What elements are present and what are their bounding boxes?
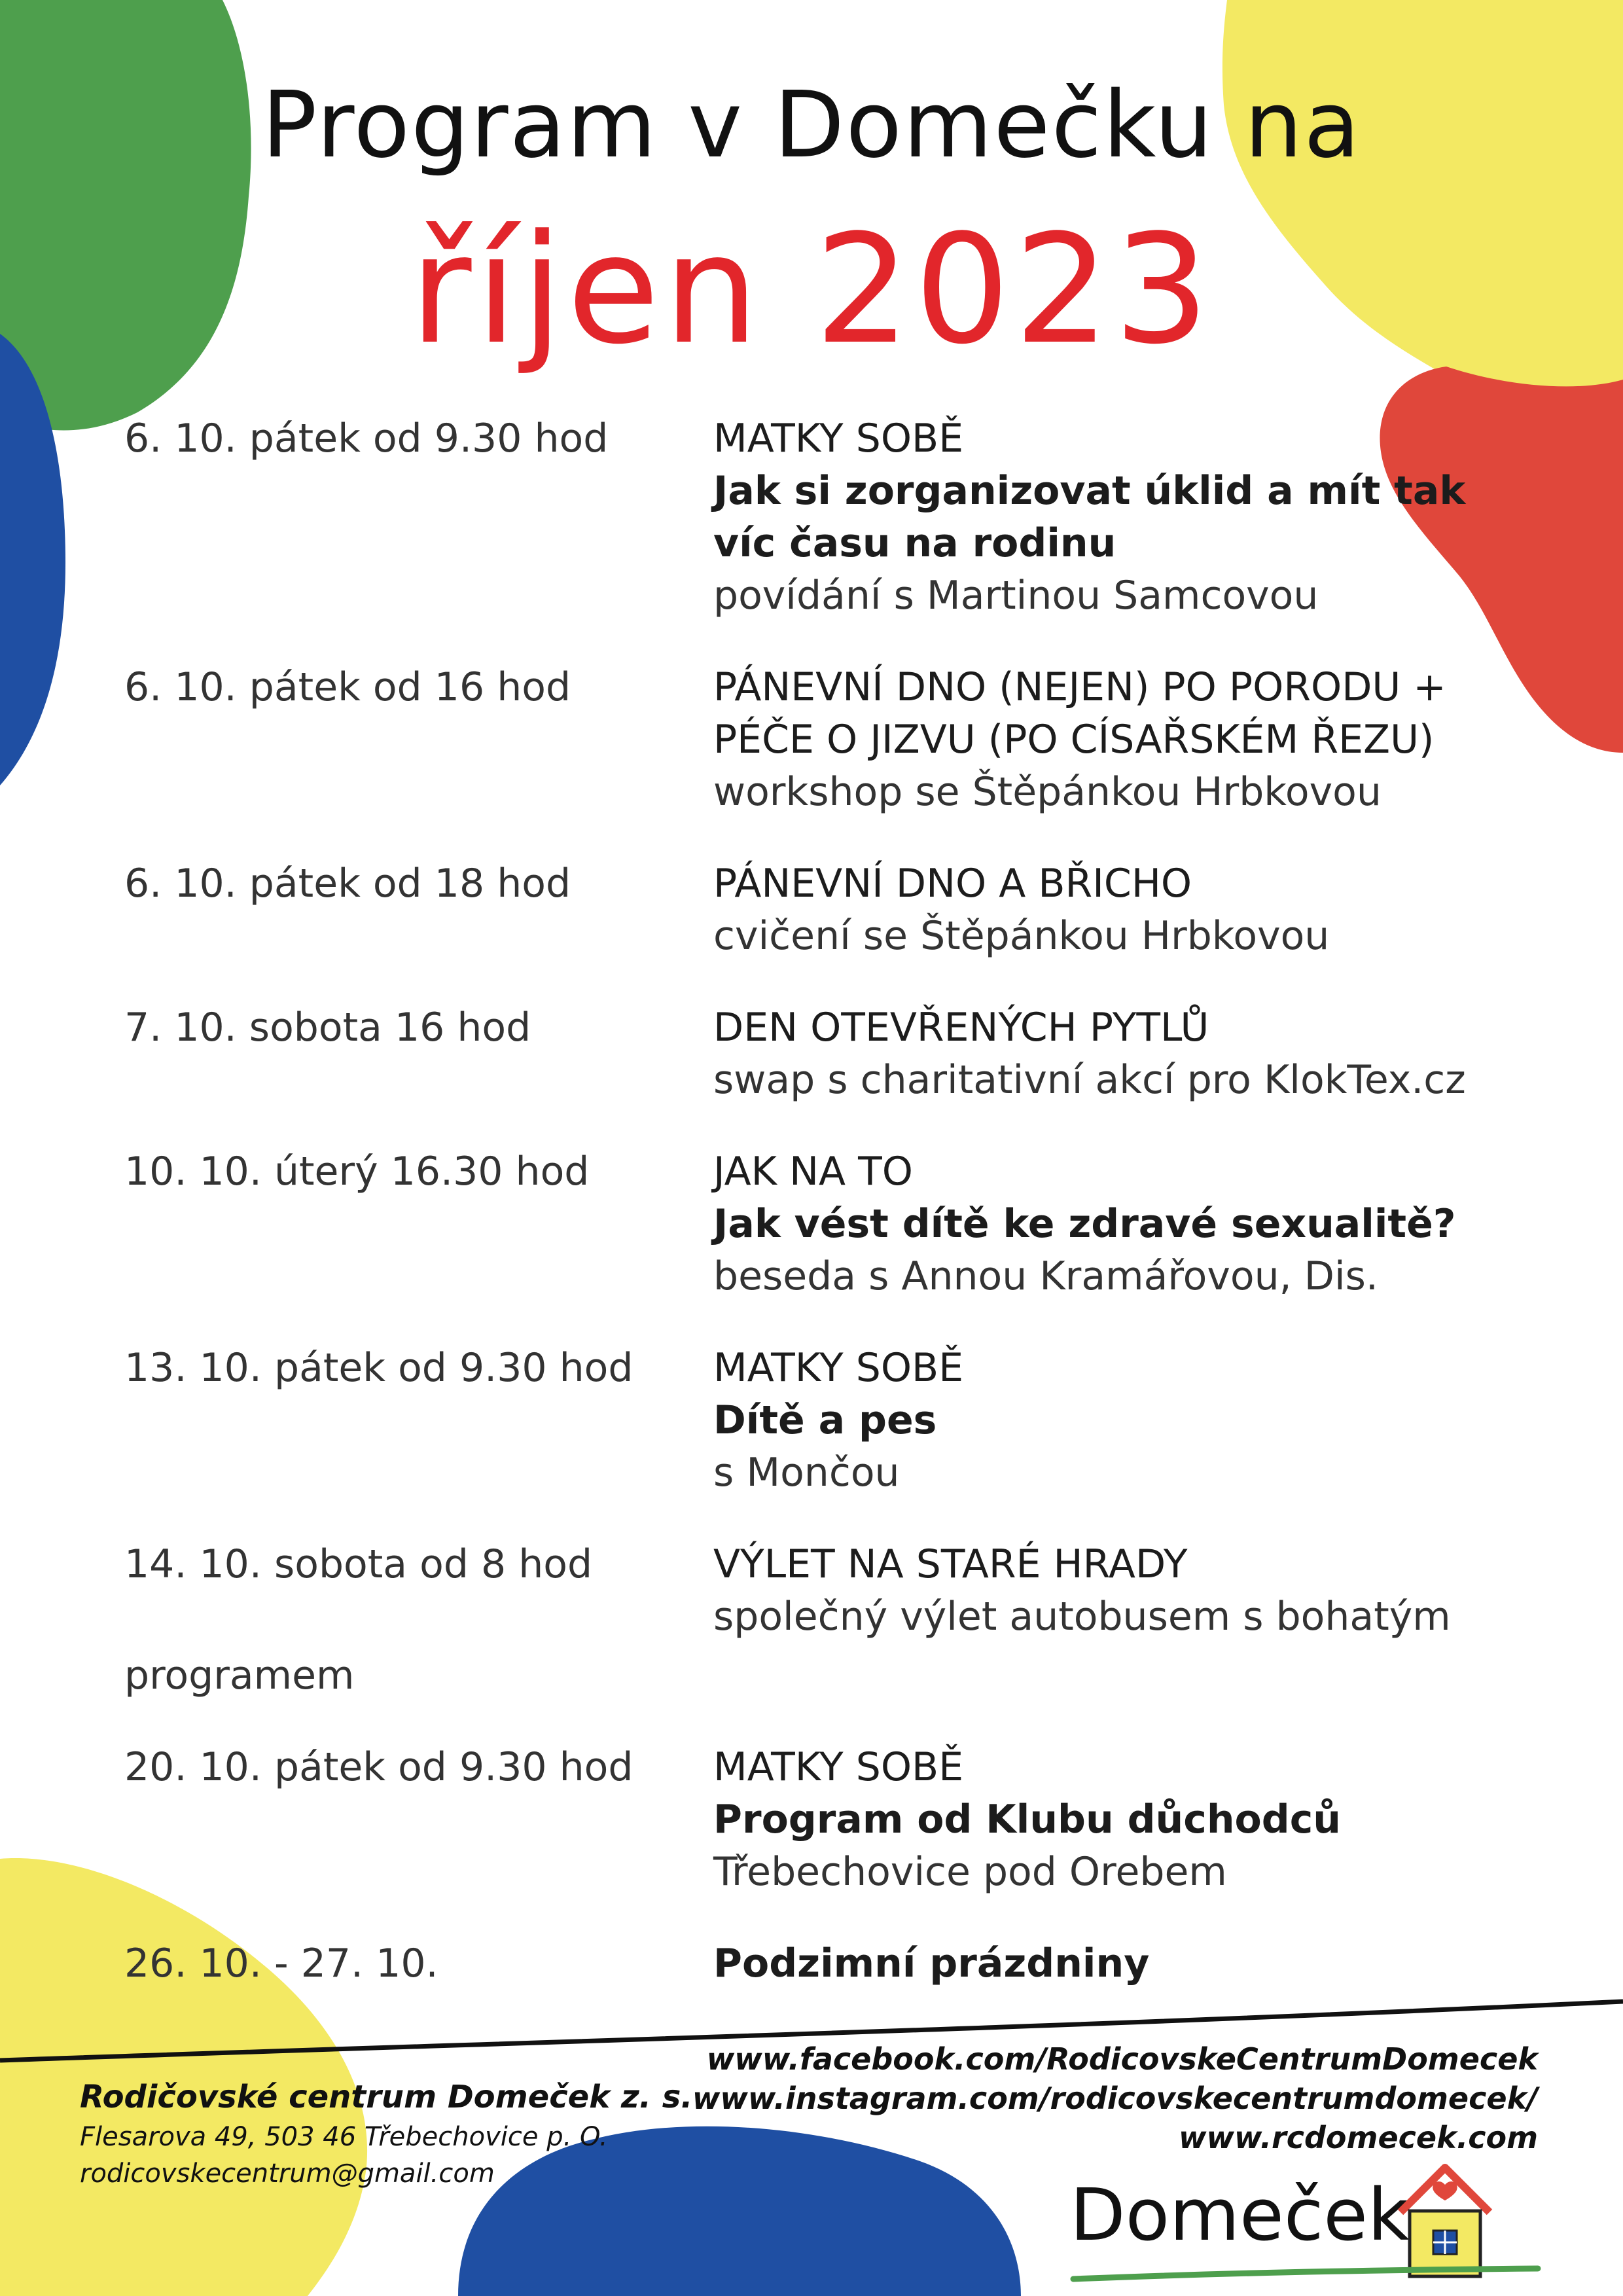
web-links [692,2039,1538,2157]
event-category: MATKY SOBĚ [713,1345,964,1391]
instagram-link[interactable]: www.instagram.com/rodicovskecentrumdomecek/ [692,2081,1538,2116]
event-details [713,661,1531,818]
event-details [713,1937,1531,1990]
event-row [124,857,1531,962]
event-details [713,1001,1531,1106]
event-title: Program od Klubu důchodců [713,1797,1342,1842]
event-category: PÁNEVNÍ DNO A BŘICHO [713,861,1192,906]
event-date: 14. 10. sobota od 8 hod [124,1541,593,1587]
organization-name: Rodičovské centrum Domeček z. s. [80,2079,693,2115]
event-subtitle: workshop se Štěpánkou Hrbkovou [713,769,1382,815]
event-row [124,1001,1531,1106]
event-category: MATKY SOBĚ [713,416,964,461]
event-title: Dítě a pes [713,1397,937,1443]
organization-address: Flesarova 49, 503 46 Třebechovice p. O. [80,2122,608,2152]
organization-info [80,2079,693,2189]
event-row [124,661,1531,818]
event-row [124,1538,1531,1643]
event-row [124,1937,1531,1990]
month-title: říjen 2023 [409,203,1214,378]
domecek-logo [1070,2160,1495,2291]
event-subtitle: swap s charitativní akcí pro KlokTex.cz [713,1057,1466,1103]
event-date: 6. 10. pátek od 9.30 hod [124,416,609,461]
event-date: 6. 10. pátek od 18 hod [124,861,571,906]
event-subtitle: Třebechovice pod Orebem [713,1849,1227,1895]
logo-underline [1070,2265,1541,2284]
event-date: 10. 10. úterý 16.30 hod [124,1149,590,1194]
event-row [124,1145,1531,1302]
page-title: Program v Domečku na [261,72,1361,179]
event-subtitle: beseda s Annou Kramářovou, Dis. [713,1253,1378,1299]
organization-email[interactable]: rodicovskecentrum@gmail.com [80,2159,495,2189]
event-date: 13. 10. pátek od 9.30 hod [124,1345,633,1391]
event-row [124,412,1531,622]
event-title: Jak vést dítě ke zdravé sexualitě? [713,1201,1456,1247]
website-link[interactable]: www.rcdomecek.com [1179,2120,1538,2155]
event-details [713,412,1531,622]
event-extra-text: programem [124,1653,355,1698]
event-category: PÁNEVNÍ DNO (NEJEN) PO PORODU + PÉČE O JIZVU (PO CÍSAŘSKÉM ŘEZU) [713,664,1446,762]
event-date: 26. 10. - 27. 10. [124,1941,438,1986]
event-details [713,1145,1531,1302]
logo-text: Domeček [1070,2173,1410,2257]
event-subtitle: společný výlet autobusem s bohatým [713,1594,1451,1640]
event-category: DEN OTEVŘENÝCH PYTLŮ [713,1005,1209,1050]
event-subtitle: povídání s Martinou Samcovou [713,573,1319,619]
event-subtitle: s Mončou [713,1450,900,1496]
event-category: VÝLET NA STARÉ HRADY [713,1541,1188,1587]
facebook-link[interactable]: www.facebook.com/RodicovskeCentrumDomecek [706,2041,1538,2077]
event-date: 7. 10. sobota 16 hod [124,1005,531,1050]
event-title: Jak si zorganizovat úklid a mít tak víc času na rodinu [713,468,1466,566]
event-details [713,1741,1531,1898]
event-category: JAK NA TO [713,1149,913,1194]
event-details [713,1538,1531,1643]
event-details [713,857,1531,962]
event-date: 20. 10. pátek od 9.30 hod [124,1744,633,1790]
event-list [124,412,1531,2029]
event-row [124,1741,1531,1898]
event-row [124,1342,1531,1499]
event-category: MATKY SOBĚ [713,1744,964,1790]
event-subtitle: cvičení se Štěpánkou Hrbkovou [713,913,1330,959]
event-row-continuation [124,1649,1531,1702]
event-details [713,1342,1531,1499]
event-title: Podzimní prázdniny [713,1941,1150,1986]
house-icon [1394,2160,1495,2281]
event-date: 6. 10. pátek od 16 hod [124,664,571,710]
